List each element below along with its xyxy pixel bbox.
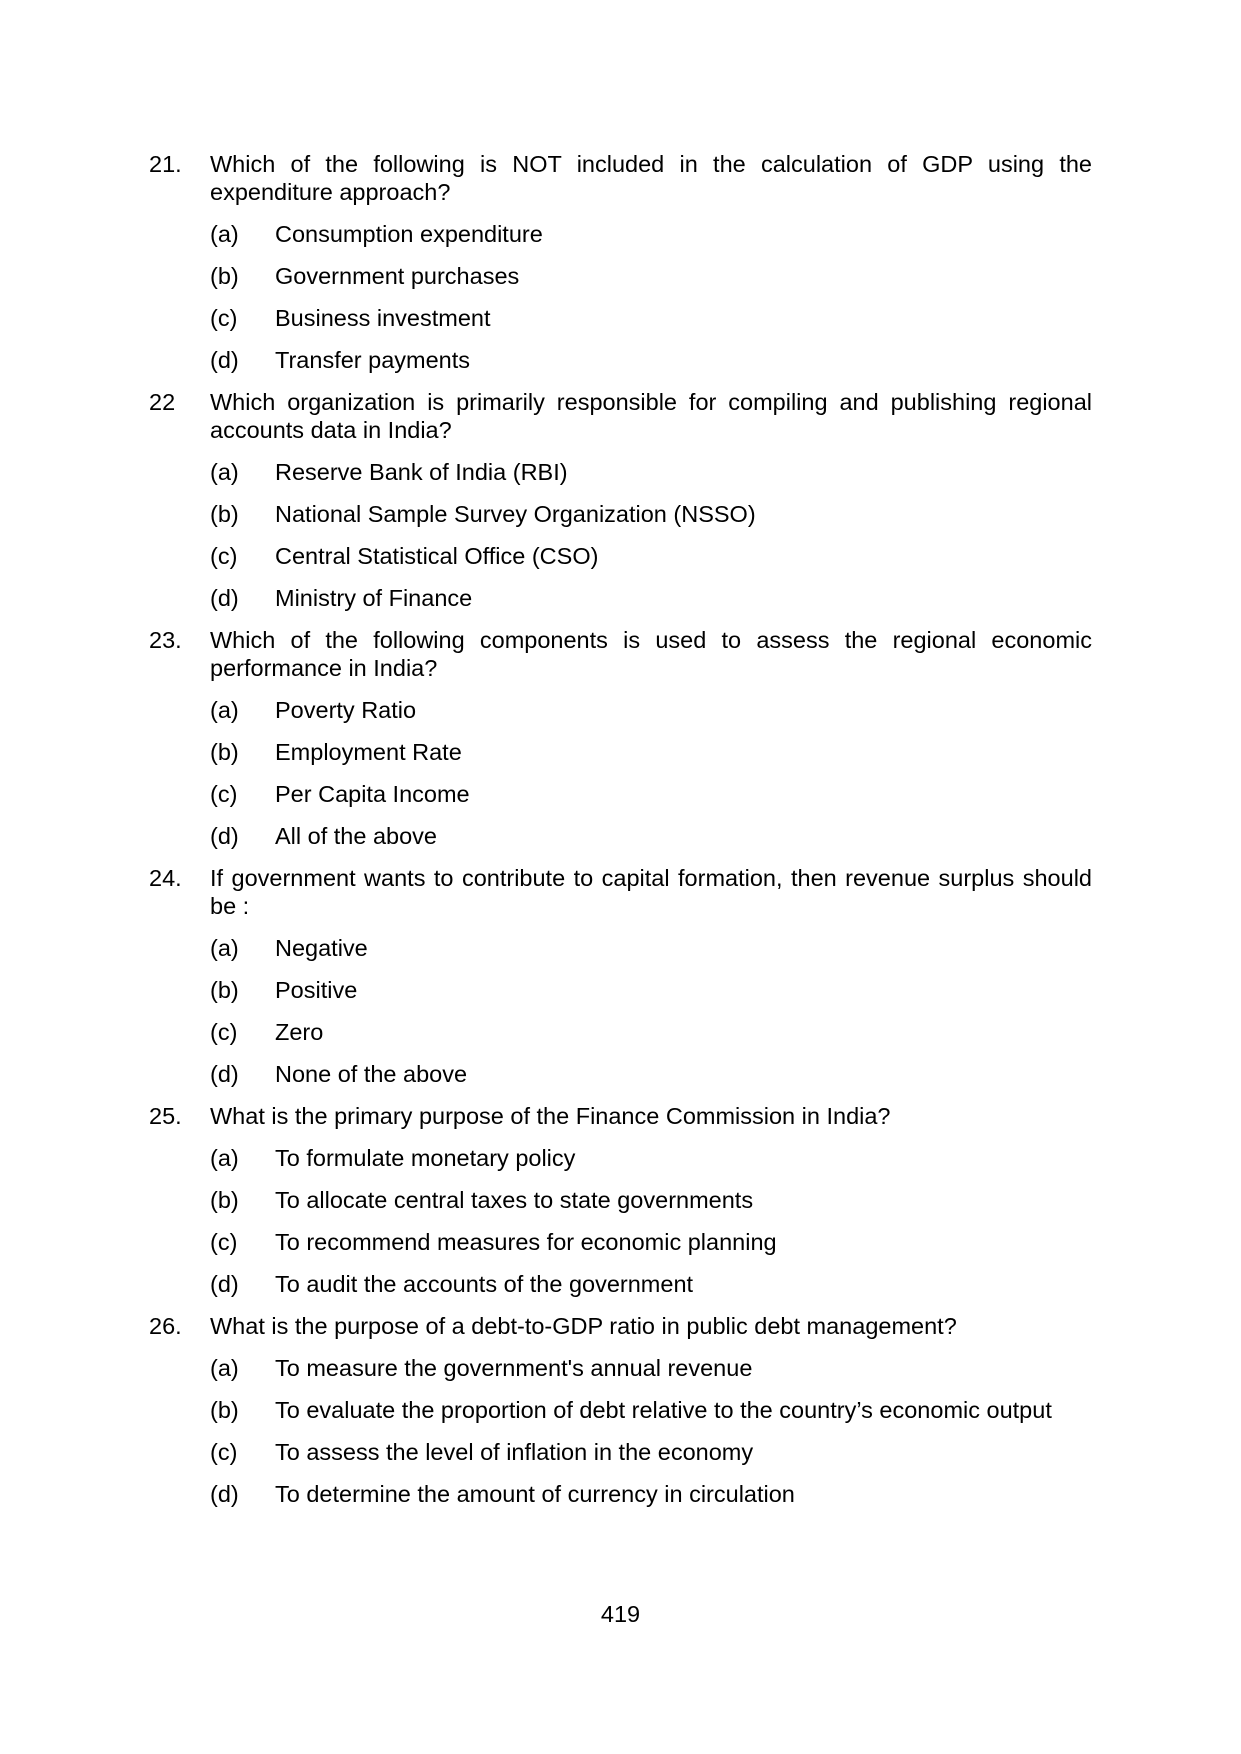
option-text: To measure the government's annual revenue: [275, 1355, 753, 1381]
option-label: (a): [210, 221, 239, 247]
option-c: [210, 1438, 1092, 1466]
options-list: [210, 934, 1092, 1088]
question-stem: [149, 864, 1092, 920]
option-b: [210, 1186, 1092, 1214]
option-c: [210, 1228, 1092, 1256]
option-a: [210, 1354, 1092, 1382]
option-b: [210, 500, 1092, 528]
question-stem: [149, 150, 1092, 206]
question-stem: [149, 388, 1092, 444]
options-list: [210, 220, 1092, 374]
question-25: [149, 1102, 1092, 1298]
question-21: [149, 150, 1092, 374]
option-a: [210, 934, 1092, 962]
option-a: [210, 220, 1092, 248]
option-c: [210, 304, 1092, 332]
question-22: [149, 388, 1092, 612]
option-c: [210, 780, 1092, 808]
option-b: [210, 976, 1092, 1004]
option-text: Zero: [275, 1019, 324, 1045]
option-text: To recommend measures for economic planning: [275, 1229, 777, 1255]
questions-list: [149, 150, 1092, 1522]
option-label: (b): [210, 1187, 239, 1213]
question-text: What is the primary purpose of the Finance Commission in India?: [210, 1103, 891, 1129]
option-label: (b): [210, 1397, 239, 1423]
option-b: [210, 1396, 1092, 1424]
option-b: [210, 738, 1092, 766]
option-label: (d): [210, 347, 239, 373]
option-label: (d): [210, 1481, 239, 1507]
option-label: (c): [210, 1019, 238, 1045]
question-text: Which of the following components is used to assess the regional economic performance in India?: [210, 627, 1092, 681]
option-d: [210, 1270, 1092, 1298]
option-text: Reserve Bank of India (RBI): [275, 459, 568, 485]
option-text: Positive: [275, 977, 358, 1003]
option-text: To formulate monetary policy: [275, 1145, 576, 1171]
option-d: [210, 1480, 1092, 1508]
option-text: To determine the amount of currency in circulation: [275, 1481, 795, 1507]
option-c: [210, 542, 1092, 570]
option-label: (d): [210, 585, 239, 611]
option-label: (c): [210, 781, 238, 807]
question-number: 25.: [149, 1103, 182, 1129]
question-number: 26.: [149, 1313, 182, 1339]
option-text: Central Statistical Office (CSO): [275, 543, 599, 569]
option-text: Poverty Ratio: [275, 697, 417, 723]
option-text: To evaluate the proportion of debt relative to the country’s economic output: [275, 1397, 1052, 1423]
option-a: [210, 458, 1092, 486]
option-label: (d): [210, 1271, 239, 1297]
option-a: [210, 696, 1092, 724]
option-text: Transfer payments: [275, 347, 471, 373]
option-label: (a): [210, 1145, 239, 1171]
option-label: (b): [210, 739, 239, 765]
option-label: (a): [210, 935, 239, 961]
option-text: Consumption expenditure: [275, 221, 543, 247]
option-label: (c): [210, 305, 238, 331]
option-label: (a): [210, 459, 239, 485]
question-26: [149, 1312, 1092, 1508]
option-label: (a): [210, 697, 239, 723]
option-c: [210, 1018, 1092, 1046]
option-label: (c): [210, 1439, 238, 1465]
option-text: Per Capita Income: [275, 781, 470, 807]
options-list: [210, 458, 1092, 612]
question-text: Which of the following is NOT included in the calculation of GDP using the expenditure approach?: [210, 151, 1092, 205]
option-text: Business investment: [275, 305, 491, 331]
question-stem: [149, 1102, 1092, 1130]
options-list: [210, 1144, 1092, 1298]
option-text: Negative: [275, 935, 368, 961]
options-list: [210, 1354, 1092, 1508]
options-list: [210, 696, 1092, 850]
option-text: To assess the level of inflation in the economy: [275, 1439, 754, 1465]
option-text: National Sample Survey Organization (NSSO): [275, 501, 756, 527]
option-label: (d): [210, 1061, 239, 1087]
option-label: (b): [210, 263, 239, 289]
question-number: 21.: [149, 151, 182, 177]
option-label: (c): [210, 543, 238, 569]
option-text: Employment Rate: [275, 739, 462, 765]
option-a: [210, 1144, 1092, 1172]
option-label: (d): [210, 823, 239, 849]
question-24: [149, 864, 1092, 1088]
option-d: [210, 584, 1092, 612]
question-23: [149, 626, 1092, 850]
option-text: To audit the accounts of the government: [275, 1271, 694, 1297]
question-text: What is the purpose of a debt-to-GDP ratio in public debt management?: [210, 1313, 957, 1339]
option-text: Government purchases: [275, 263, 520, 289]
question-text: Which organization is primarily responsible for compiling and publishing regional accounts data in India?: [210, 389, 1092, 443]
question-stem: [149, 626, 1092, 682]
question-number: 24.: [149, 865, 182, 891]
option-text: Ministry of Finance: [275, 585, 473, 611]
question-number: 22: [149, 389, 176, 415]
option-label: (a): [210, 1355, 239, 1381]
question-text: If government wants to contribute to capital formation, then revenue surplus should be :: [210, 865, 1092, 919]
question-number: 23.: [149, 627, 182, 653]
option-d: [210, 822, 1092, 850]
option-text: None of the above: [275, 1061, 468, 1087]
option-text: To allocate central taxes to state governments: [275, 1187, 754, 1213]
option-label: (b): [210, 977, 239, 1003]
option-d: [210, 346, 1092, 374]
page-number: 419: [600, 1601, 641, 1627]
option-label: (b): [210, 501, 239, 527]
option-d: [210, 1060, 1092, 1088]
question-stem: [149, 1312, 1092, 1340]
option-text: All of the above: [275, 823, 437, 849]
option-b: [210, 262, 1092, 290]
option-label: (c): [210, 1229, 238, 1255]
